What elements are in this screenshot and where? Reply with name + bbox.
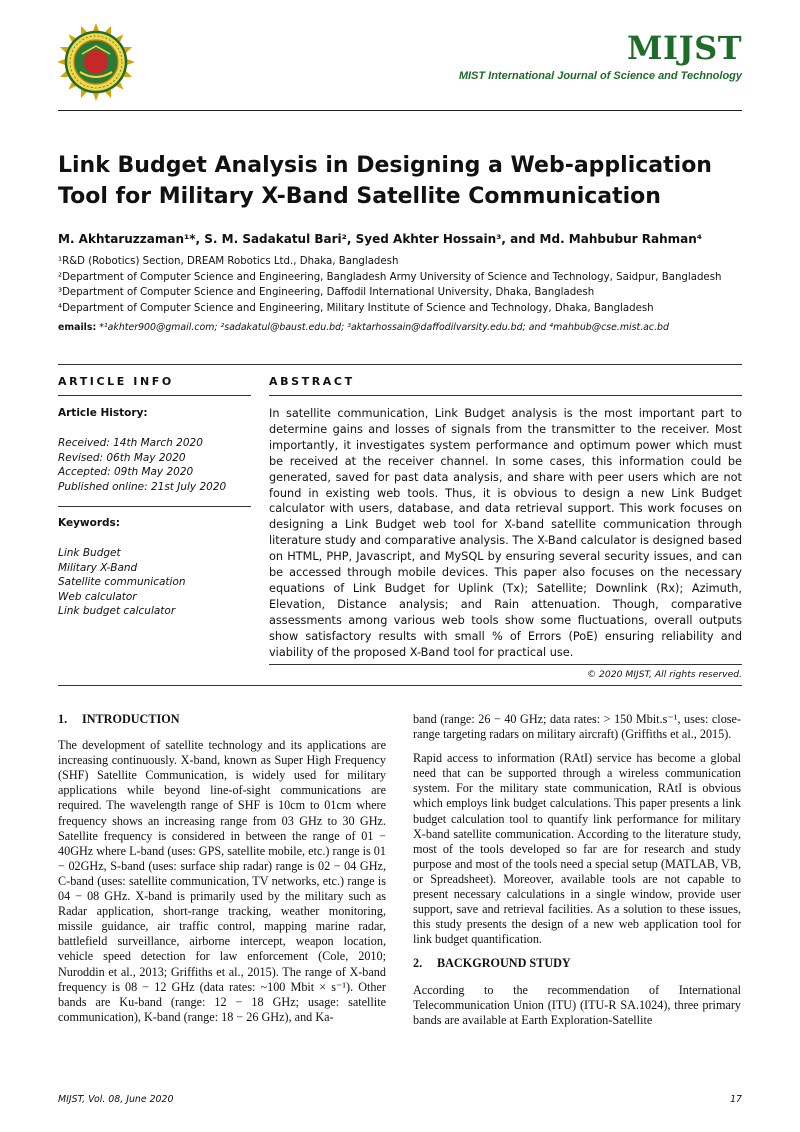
- emails-label: emails:: [58, 322, 97, 333]
- mist-logo-icon: [56, 22, 136, 102]
- section-heading-background: [413, 956, 741, 971]
- page-number: 17: [730, 1094, 742, 1105]
- keywords-block: [58, 516, 186, 618]
- background-paragraph: According to the recommendation of International Telecommunication Union (ITU) (ITU-R SA.1024), three primary bands are available at Earth Exploration-Satellite: [413, 982, 741, 1027]
- history-rule: [58, 506, 251, 507]
- section-title: INTRODUCTION: [82, 712, 180, 726]
- history-revised: Revised: 06th May 2020: [58, 451, 186, 464]
- abstract-text: In satellite communication, Link Budget analysis is the most important part to determine gains and losses of signals from the transmitter to the receiver. Most importantly, it investigates system performance and optimum power which must be received at the receiver channel. In some cases, this information could be generated, saved for past data analysis, and share with peer users which are not found in existing web tools. Thus, it is obvious to design a new Link Budget calculator with users, database, and data retrieval support. This work focuses on designing a Link Budget web tool for X-band satellite communication through literature study and comparative analysis. The X-Band calculator is designed based on HTML, PHP, Javascript, and MySQL by ensuring several security issues, and can be accessed through mobile devices. This paper also focuses on the necessary equations of Link Budget for Uplink (Tx); Satellite; Downlink (Rx); Azimuth, Elevation, Distance analysis; and Rain attenuation. Though, comparative assessments among various web tools show some fluctuations, overall outputs show satisfactory results with small % of Errors (PoE) ensuring reliability and viability of the proposed X-Band tool for practical use.: [269, 407, 742, 659]
- abstract-label: ABSTRACT: [269, 375, 355, 388]
- affiliation-item: ⁴Department of Computer Science and Engineering, Military Institute of Science and Technology, Dhaka, Bangladesh: [58, 302, 654, 314]
- history-published: Published online: 21st July 2020: [58, 480, 227, 493]
- copyright-notice: © 2020 MIJST, All rights reserved.: [586, 669, 742, 680]
- article-title: Link Budget Analysis in Designing a Web-application Tool for Military X-Band Satellite Communication: [58, 153, 712, 209]
- emails-line: [58, 322, 758, 333]
- history-accepted: Accepted: 09th May 2020: [58, 466, 194, 479]
- history-received: Received: 14th March 2020: [58, 437, 203, 450]
- body-column-right: [413, 712, 741, 1037]
- keyword-item: Military X-Band: [58, 561, 138, 574]
- section-number: 1.: [58, 712, 68, 726]
- footer-citation: MIJST, Vol. 08, June 2020: [58, 1094, 174, 1105]
- email-addresses: *¹akhter900@gmail.com; ²sadakatul@baust.edu.bd; ³aktarhossain@daffodilvarsity.edu.bd; and ⁴mahbub@cse.mist.ac.bd: [99, 322, 669, 333]
- section-title: BACKGROUND STUDY: [437, 956, 571, 971]
- author-list: M. Akhtaruzzaman¹*, S. M. Sadakatul Bari², Syed Akhter Hossain³, and Md. Mahbubur Rahman⁴: [58, 232, 703, 246]
- article-history: [58, 406, 226, 494]
- keyword-item: Link Budget: [58, 547, 121, 560]
- abstract-bottom-rule: [269, 664, 742, 665]
- journal-short-name: MIJST: [627, 29, 742, 67]
- section-number: 2.: [413, 956, 423, 971]
- section-top-rule: [58, 364, 742, 365]
- article-info-label: ARTICLE INFO: [58, 375, 174, 388]
- affiliation-item: ²Department of Computer Science and Engineering, Bangladesh Army University of Science and Technology, Saidpur, Bangladesh: [58, 271, 722, 283]
- affiliation-item: ¹R&D (Robotics) Section, DREAM Robotics Ltd., Dhaka, Bangladesh: [58, 256, 399, 267]
- section-heading-introduction: [58, 712, 386, 727]
- intro-paragraph: The development of satellite technology and its applications are increasing continuously. X-band, known as Super High Frequency (SHF) Satellite Communication, is widely used for military applications while beyond line-of-sight communications are required. The wavelength range of SHF is 10cm to 01cm where frequency shows an increasing range from 03 GHz to 30 GHz. Satellite frequency is considered in between the range of 01 − 40GHz where L-band (uses: GPS, satellite mobile, etc.) range is 01 − 02GHz, S-band (uses: surface ship radar) range is 02 − 04 GHz, C-band (uses: satellite communication, TV networks, etc.) range is 04 − 08 GHz. X-band is primarily used by the military such as Radar application, short-range tracking, weather monitoring, missile guidance, air traffic control, mapping marine radar, battlefield surveillance, airborne intercept, weapon location, vehicle speed detection for law enforcement (Cole, 2010; Nuroddin et al., 2013; Griffiths et al., 2015). The range of X-band frequency is 08 − 12 GHz (data rates: ~100 Mbit × s⁻¹). Other bands are Ku-band (range: 12 − 18 GHz; usage: satellite communication), K-band (range: 18 − 26 GHz), and Ka-: [58, 738, 386, 1024]
- keyword-item: Web calculator: [58, 590, 137, 603]
- journal-full-name: MIST International Journal of Science and Technology: [458, 70, 742, 82]
- keyword-item: Link budget calculator: [58, 605, 176, 618]
- journal-brand: [459, 30, 742, 82]
- keyword-item: Satellite communication: [58, 576, 186, 589]
- section-bottom-rule: [58, 685, 742, 686]
- body-column-left: [58, 712, 386, 1034]
- keywords-heading: Keywords:: [58, 517, 120, 529]
- header-divider: [58, 110, 742, 111]
- affiliation-item: ³Department of Computer Science and Engineering, Daffodil International University, Dhaka, Bangladesh: [58, 287, 595, 299]
- article-info-rule: [58, 395, 251, 396]
- abstract-rule: [269, 395, 742, 396]
- history-heading: Article History:: [58, 407, 148, 419]
- intro-paragraph-continued: band (range: 26 − 40 GHz; data rates: > 150 Mbit.s⁻¹, uses: close-range targeting radars on military aircraft) (Griffiths et al., 2015).: [413, 712, 741, 742]
- intro-paragraph: Rapid access to information (RAtI) service has become a global need that can be supported through a wireless communication system. For the military state communication, RAtI is obvious which employs link budget calculations. This paper presents a link budget calculation tool to quantify link performance for military X-band satellite communication. According to the literature study, most of the tools developed so far are for research and study purpose and most of the tools need a special setup (MATLAB, VB, or Spreadsheet). Moreover, available tools are not capable to present necessary calculations in a single window, provide user support, save and retrieval facilities. As a solution to these issues, this study presents the design of a new web application tool for link budget quantification.: [413, 751, 741, 947]
- affiliation-list: [58, 254, 758, 316]
